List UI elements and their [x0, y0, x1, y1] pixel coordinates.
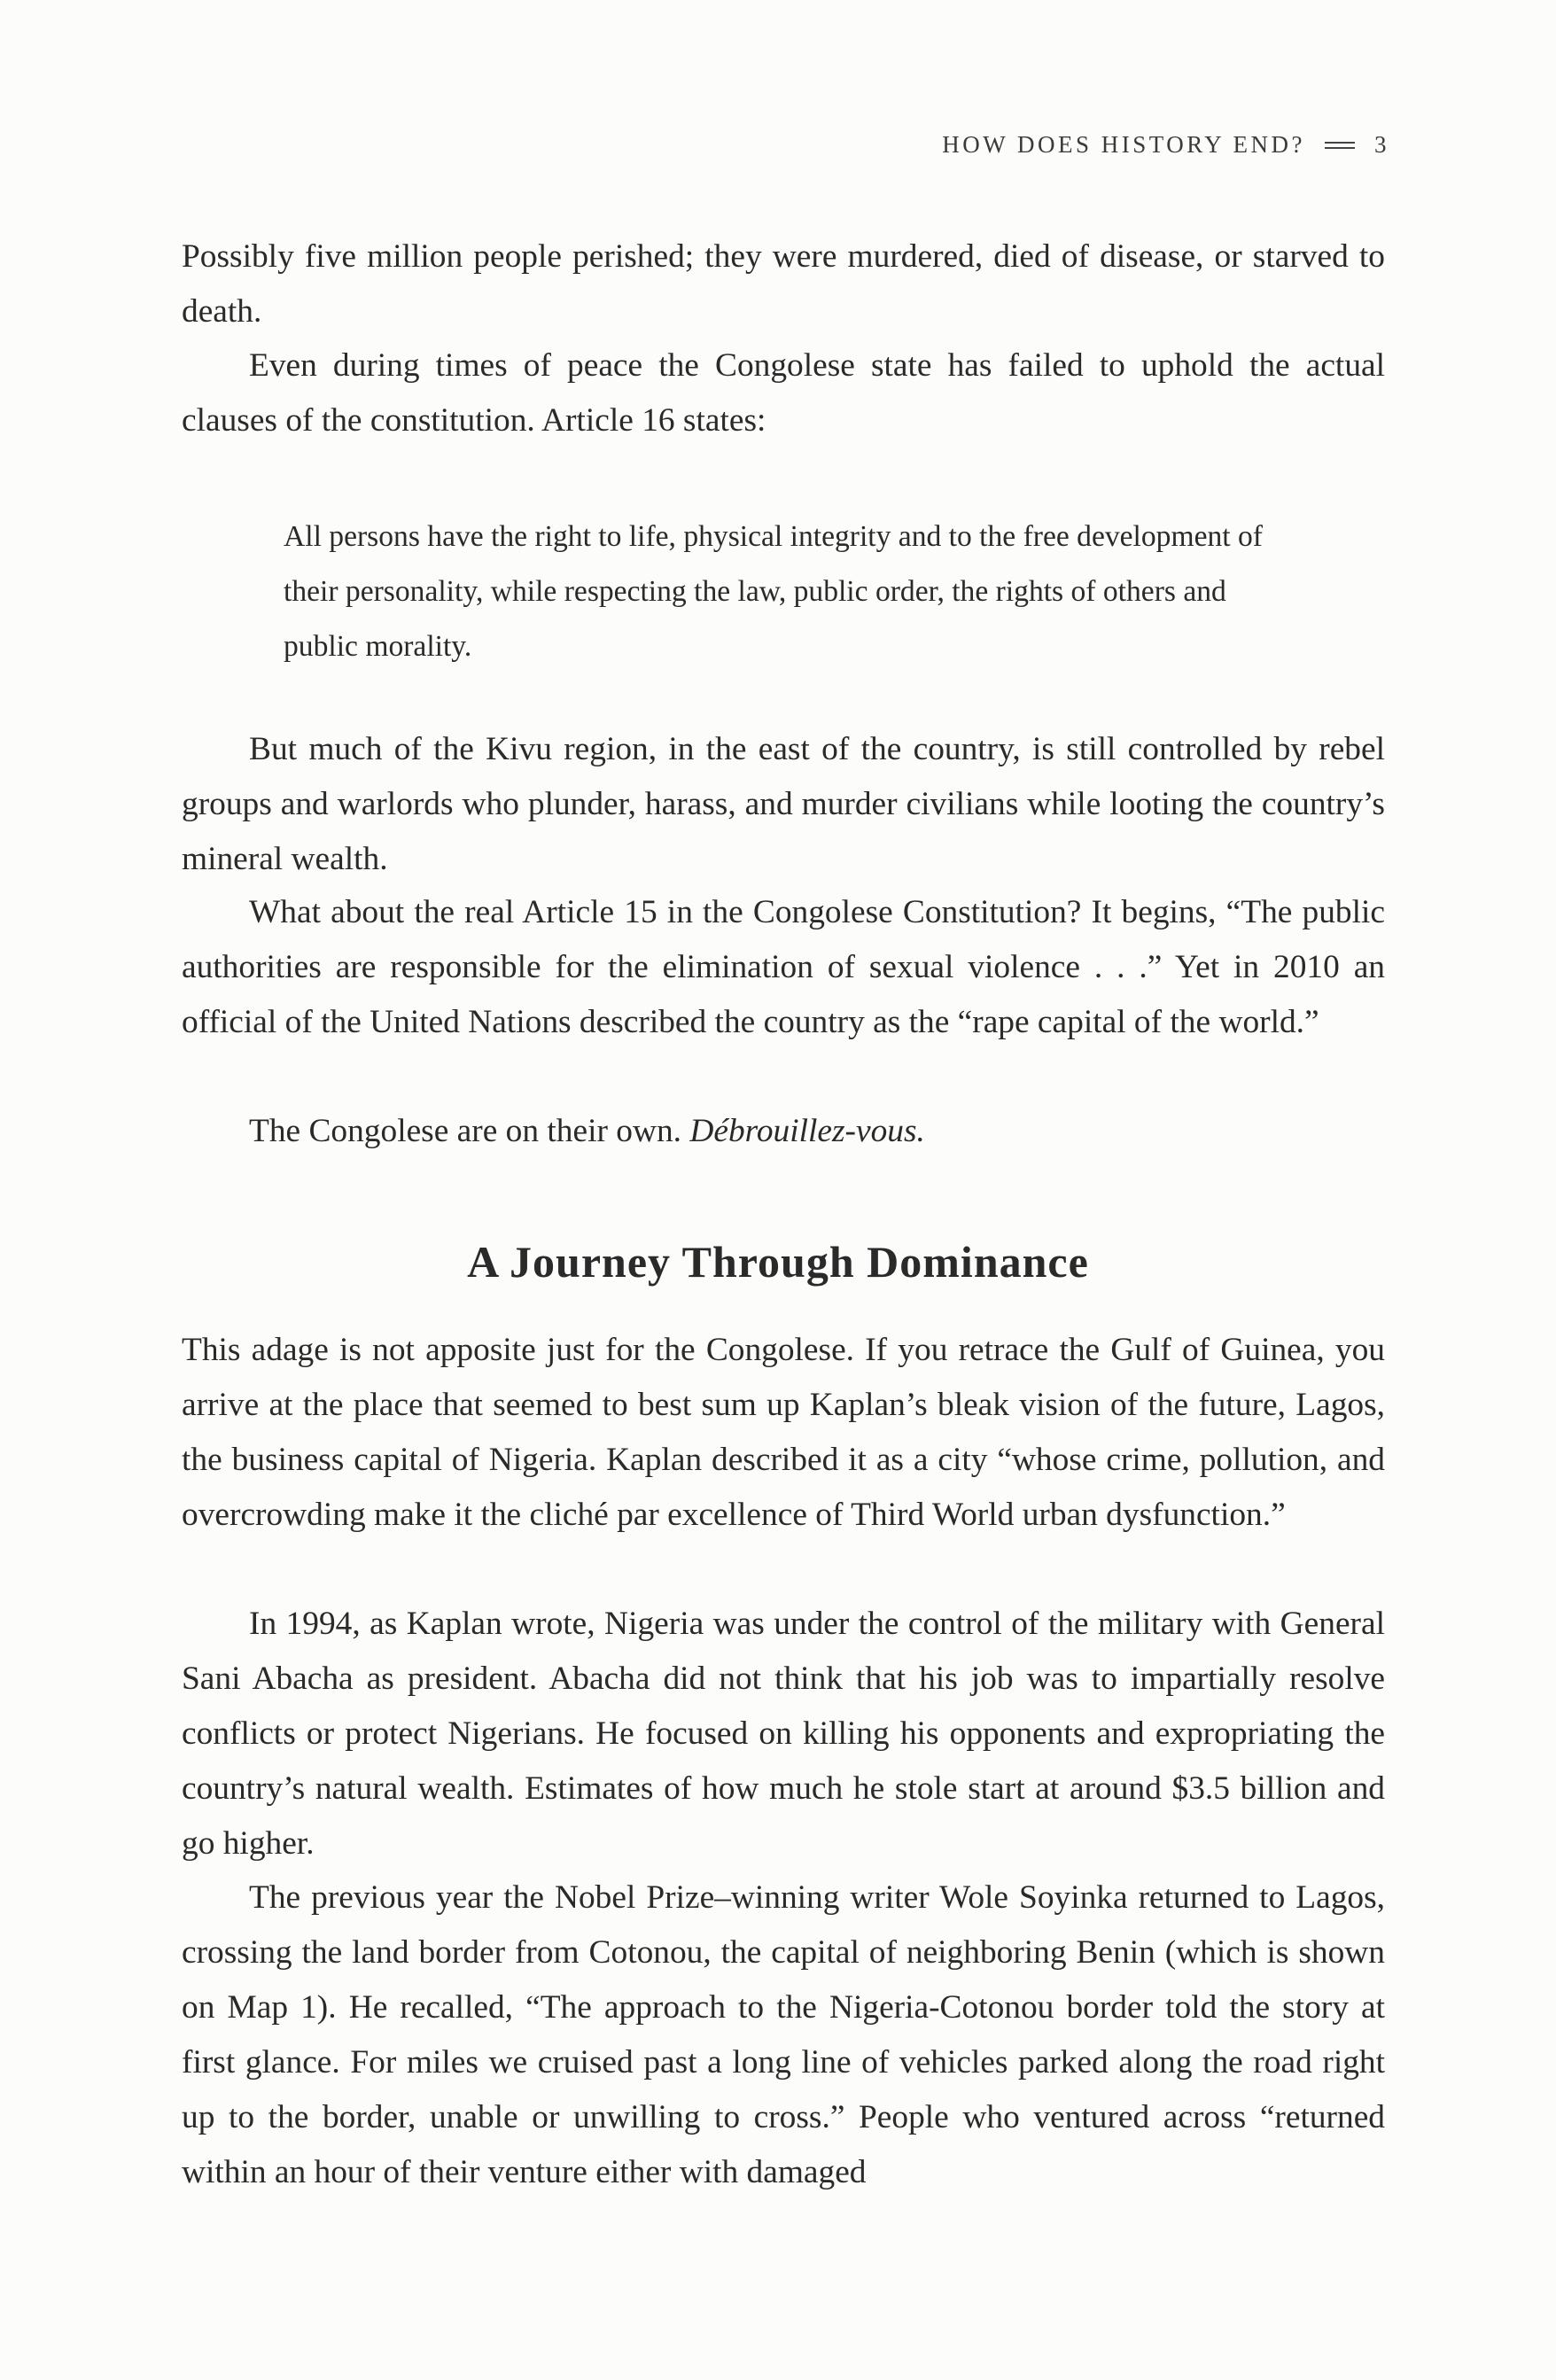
paragraph-own [182, 1104, 1385, 1159]
paragraph-constitution: Even during times of peace the Congolese state has failed to uphold the actual clauses of the constitution. Article 16 states: [182, 347, 1385, 439]
block-quote-article-16: All persons have the right to life, physical integrity and to the free development of their personality, while respecting the law, public order, the rights of others and public morality. [284, 520, 1263, 663]
running-head [942, 131, 1389, 159]
paragraph-abacha: In 1994, as Kaplan wrote, Nigeria was under the control of the military with General Sani Abacha as president. Abacha did not think that his job was to impartially resolve conflicts or protect Nigerians. He focused on killing his opponents and expropriating the country’s natural wealth. Estimates of how much he stole start at around $3.5 billion and go higher. [182, 1606, 1385, 1862]
double-dash-icon [1325, 141, 1355, 150]
running-title: HOW DOES HISTORY END? [942, 131, 1305, 158]
paragraph-perished: Possibly five million people perished; they were murdered, died of disease, or starved to death. [182, 238, 1385, 330]
paragraph-soyinka: The previous year the Nobel Prize–winning writer Wole Soyinka returned to Lagos, crossing the land border from Cotonou, the capital of neighboring Benin (which is shown on Map 1). He recalled, “The approach to the Nigeria-Cotonou border told the story at first glance. For miles we cruised past a long line of vehicles parked along the road right up to the border, unable or unwilling to cross.” People who ventured across “returned within an hour of their venture either with damaged [182, 1879, 1385, 2190]
section-heading: A Journey Through Dominance [467, 1237, 1089, 1287]
paragraph-article-15: What about the real Article 15 in the Congolese Constitution? It begins, “The public authorities are responsible for the elimination of sexual violence . . .” Yet in 2010 an official of the United Nations described the country as the “rape capital of the world.” [182, 894, 1385, 1040]
page-number: 3 [1374, 131, 1389, 158]
paragraph-kivu: But much of the Kivu region, in the east of the country, is still controlled by rebel groups and warlords who plunder, harass, and murder civilians while looting the country’s mineral wealth. [182, 731, 1385, 877]
paragraph-own-italic: Débrouillez-vous. [689, 1113, 925, 1149]
paragraph-own-text: The Congolese are on their own. [249, 1113, 682, 1149]
paragraph-adage: This adage is not apposite just for the Congolese. If you retrace the Gulf of Guinea, you arrive at the place that seemed to best sum up Kaplan’s bleak vision of the future, Lagos, the business capital of Nigeria. Kaplan described it as a city “whose crime, pollution, and overcrowding make it the cliché par excellence of Third World urban dysfunction.” [182, 1332, 1385, 1533]
